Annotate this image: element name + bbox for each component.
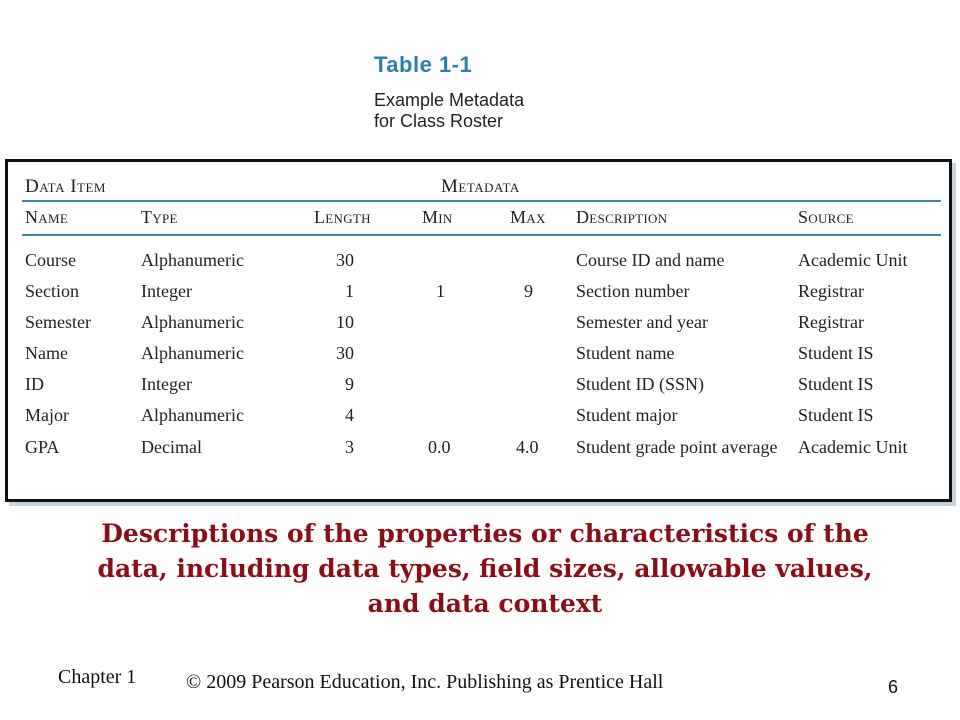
cell-description: Student grade point average: [576, 437, 778, 457]
cell-source: Registrar: [798, 281, 864, 301]
table-row: [8, 279, 949, 309]
footer-copyright: © 2009 Pearson Education, Inc. Publishing as Prentice Hall: [186, 671, 664, 693]
cell-length: 10: [336, 312, 354, 332]
group-header-data-item: Data Item: [25, 176, 106, 197]
cell-length: 3: [345, 437, 354, 457]
table-row: [8, 435, 949, 487]
cell-source: Student IS: [798, 374, 874, 394]
table-row: [8, 310, 949, 340]
cell-type: Alphanumeric: [141, 312, 244, 332]
table-row: [8, 248, 949, 278]
cell-max: 9: [524, 281, 533, 301]
group-header-metadata: Metadata: [441, 176, 520, 197]
table-title-line1: Example Metadata: [374, 90, 525, 110]
cell-source: Student IS: [798, 343, 874, 363]
cell-name: ID: [25, 374, 44, 394]
table-row: [8, 403, 949, 433]
cell-source: Academic Unit: [798, 250, 908, 270]
table-row: [8, 341, 949, 371]
cell-type: Integer: [141, 281, 192, 301]
cell-name: Section: [25, 281, 79, 301]
footer-chapter: Chapter 1: [58, 666, 137, 688]
cell-length: 9: [345, 374, 354, 394]
cell-source: Academic Unit: [798, 437, 908, 457]
table-number: Table 1-1: [374, 52, 473, 77]
cell-min: 1: [436, 281, 445, 301]
cell-name: GPA: [25, 437, 60, 457]
cell-description: Section number: [576, 281, 690, 301]
cell-description: Student major: [576, 405, 678, 425]
cell-length: 1: [345, 281, 354, 301]
page-number: 6: [888, 677, 899, 697]
cell-description: Course ID and name: [576, 250, 725, 270]
cell-length: 30: [336, 343, 354, 363]
col-header-description: Description: [576, 207, 668, 227]
cell-name: Course: [25, 250, 76, 270]
cell-name: Name: [25, 343, 68, 363]
cell-type: Alphanumeric: [141, 405, 244, 425]
table-caption: [374, 52, 524, 132]
cell-length: 4: [345, 405, 354, 425]
col-header-type: Type: [141, 207, 178, 227]
cell-type: Alphanumeric: [141, 343, 244, 363]
col-header-name: Name: [25, 207, 69, 227]
table-title-line2: for Class Roster: [374, 111, 504, 131]
table-title: [374, 90, 524, 132]
header-rule-bottom: [22, 234, 941, 236]
col-header-min: Min: [422, 207, 453, 227]
cell-min: 0.0: [428, 437, 451, 457]
cell-description: Student ID (SSN): [576, 374, 705, 394]
cell-source: Registrar: [798, 312, 864, 332]
col-header-source: Source: [798, 207, 854, 227]
cell-type: Integer: [141, 374, 192, 394]
cell-source: Student IS: [798, 405, 874, 425]
header-rule-top: [22, 200, 941, 202]
cell-description: Semester and year: [576, 312, 708, 332]
metadata-table: [5, 159, 952, 502]
col-header-max: Max: [510, 207, 546, 227]
cell-name: Semester: [25, 312, 91, 332]
cell-max: 4.0: [516, 437, 539, 457]
cell-name: Major: [25, 405, 69, 425]
col-header-length: Length: [314, 207, 371, 227]
cell-description: Student name: [576, 343, 675, 363]
cell-type: Alphanumeric: [141, 250, 244, 270]
cell-length: 30: [336, 250, 354, 270]
cell-type: Decimal: [141, 437, 202, 457]
table-row: [8, 372, 949, 402]
slide-description: Descriptions of the properties or characteristics of the data, including data types, field sizes, allowable values, and data context: [97, 519, 873, 618]
